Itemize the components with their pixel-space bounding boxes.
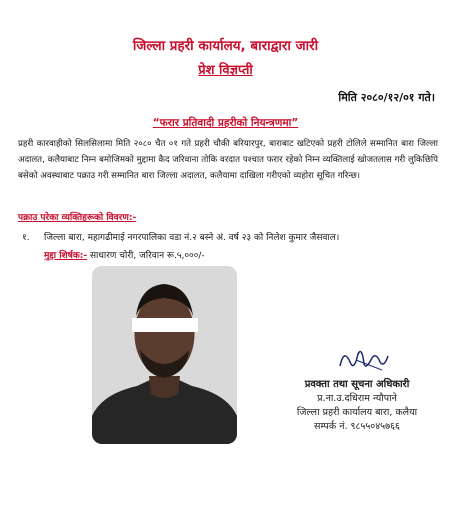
signature-scribble [336, 344, 390, 374]
notice-date: मिति २०८०/१२/०१ गते। [338, 91, 435, 104]
case-line [44, 248, 205, 261]
signatory-name: प्र.ना.उ.दधिराम न्यौपाने [317, 393, 397, 404]
suspect-photo-illustration [92, 266, 237, 444]
arrested-section-label: पक्राउ परेका व्यक्तिहरूको विवरण:- [18, 213, 137, 223]
notice-heading [0, 116, 451, 130]
signatory-title: प्रवक्ता तथा सूचना अधिकारी [304, 379, 410, 390]
arrested-item [22, 230, 339, 243]
notice-type-text: प्रेश विज्ञप्ती [198, 63, 253, 78]
item-number: १. [22, 233, 30, 243]
signatory-contact: सम्पर्क नं. ९८५५०४५७६६ [314, 421, 400, 432]
item-description: जिल्ला बारा, महागढीमाई नगरपालिका वडा नं.२ बस्ने अं. वर्ष २३ को निलेश कुमार जैसवाल। [44, 233, 340, 243]
case-value: साधारण चोरी, जरिवान रू.५,०००/- [87, 251, 205, 261]
notice-type-title [0, 60, 451, 78]
case-label: मुद्दा शिर्षक:- [44, 251, 88, 261]
suspect-photo [92, 266, 237, 444]
signature [336, 344, 390, 374]
office-title: जिल्ला प्रहरी कार्यालय, बाराद्वारा जारी [132, 38, 319, 54]
notice-body: प्रहरी कारवाहीको सिलसिलामा मिति २०८० चैत ०१ गते प्रहरी चौकी बरियारपुर, बाराबाट खटिएको प्रहरी टोलिले सम्मानित बारा जिल्ला अदालत, कलैयाबाट निम्न बमोजिमको मुद्दामा कैद जरिवाना तोकि वरदात पश्चात फरार रहेको निम्न व्यक्तिलाई खोजतलास गरी लुकिछिपि बसेको अवस्थाबाट पक्राउ गरी सम्मानित बारा जिल्ला अदालत, कलैयामा दाखिला गरीएको व्यहोरा सूचित गरिन्छ। [18, 139, 438, 181]
face-blur-bar [132, 318, 198, 332]
notice-heading-text: “फरार प्रतिवादी प्रहरीको नियन्त्रणमा” [152, 117, 299, 129]
signatory-block [272, 378, 442, 434]
signatory-office: जिल्ला प्रहरी कार्यालय बारा, कलैया [296, 407, 418, 418]
